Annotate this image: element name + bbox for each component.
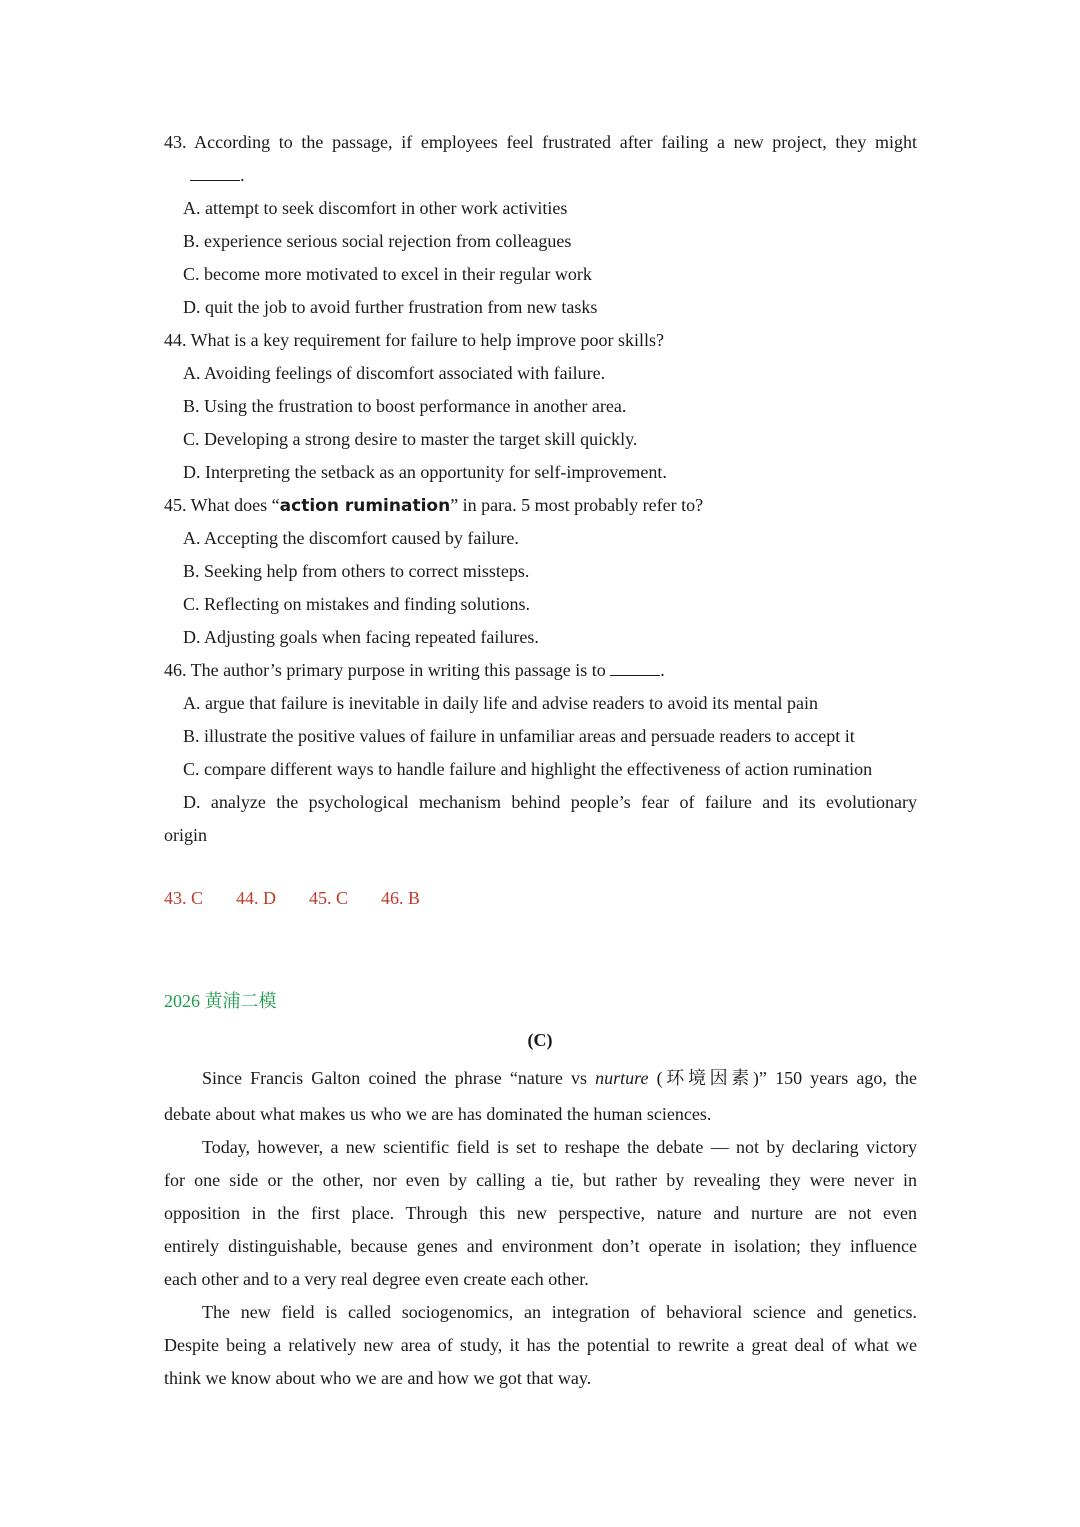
question-45-stem [164, 493, 917, 518]
answer-blank [190, 164, 240, 181]
passage-p3-line3: think we know about who we are and how we got that way. [164, 1368, 592, 1388]
question-44-option-c: C. Developing a strong desire to master the target skill quickly. [183, 429, 638, 449]
answer-45: 45. C [309, 888, 349, 908]
passage-p2-line3: opposition in the first place. Through this new perspective, nature and nurture are not even [164, 1203, 917, 1223]
question-44-stem: 44. What is a key requirement for failure to help improve poor skills? [164, 330, 665, 350]
passage-p1-suffix: (环境因素)” 150 years ago, the [648, 1068, 918, 1088]
passage-p1-line1 [202, 1066, 917, 1090]
question-43-option-d: D. quit the job to avoid further frustration from new tasks [183, 297, 598, 317]
answer-blank [610, 659, 660, 676]
question-45-option-d: D. Adjusting goals when facing repeated failures. [183, 627, 539, 647]
answer-43: 43. C [164, 888, 204, 908]
question-45-stem-suffix: ” in para. 5 most probably refer to? [450, 495, 704, 515]
question-46-option-d-wrap: origin [164, 825, 207, 845]
question-44-option-d: D. Interpreting the setback as an opportunity for self-improvement. [183, 462, 667, 482]
question-46-stem-suffix: . [660, 660, 665, 680]
question-43-option-c: C. become more motivated to excel in their regular work [183, 264, 592, 284]
question-44-option-b: B. Using the frustration to boost performance in another area. [183, 396, 627, 416]
passage-p2-line4: entirely distinguishable, because genes and environment don’t operate in isolation; they influence [164, 1236, 917, 1256]
question-45-stem-prefix: 45. What does “ [164, 495, 280, 515]
question-45-option-c: C. Reflecting on mistakes and finding solutions. [183, 594, 530, 614]
question-43-option-b: B. experience serious social rejection from colleagues [183, 231, 572, 251]
source-tag: 2026 黄浦二模 [164, 991, 277, 1011]
answer-44: 44. D [236, 888, 277, 908]
passage-p1-italic-term: nurture [595, 1068, 649, 1088]
answer-key [164, 886, 453, 910]
passage-p3-line1: The new field is called sociogenomics, an integration of behavioral science and genetics. [202, 1302, 917, 1322]
question-45-term: action rumination [279, 496, 451, 516]
question-43-stem-end: . [240, 165, 245, 185]
question-46-option-a: A. argue that failure is inevitable in daily life and advise readers to avoid its mental pain [183, 693, 818, 713]
question-46-stem-prefix: 46. The author’s primary purpose in writing this passage is to [164, 660, 611, 680]
question-45-option-a: A. Accepting the discomfort caused by failure. [183, 528, 519, 548]
question-43-stem: 43. According to the passage, if employees feel frustrated after failing a new project, they might [164, 132, 917, 152]
passage-p1-prefix: Since Francis Galton coined the phrase “nature vs [202, 1068, 596, 1088]
question-43-stem-blank-line [190, 163, 943, 187]
passage-p2-line1: Today, however, a new scientific field is set to reshape the debate — not by declaring victory [202, 1137, 917, 1157]
question-45-option-b: B. Seeking help from others to correct missteps. [183, 561, 530, 581]
section-heading: (C) [527, 1030, 553, 1050]
passage-p3-line2: Despite being a relatively new area of study, it has the potential to rewrite a great deal of what we [164, 1335, 917, 1355]
passage-p2-line5: each other and to a very real degree even create each other. [164, 1269, 589, 1289]
passage-p2-line2: for one side or the other, nor even by calling a tie, but rather by revealing they were never in [164, 1170, 917, 1190]
question-46-option-b: B. illustrate the positive values of failure in unfamiliar areas and persuade readers to accept it [183, 726, 855, 746]
question-46-stem [164, 658, 917, 682]
question-44-option-a: A. Avoiding feelings of discomfort associated with failure. [183, 363, 606, 383]
answer-46: 46. B [381, 888, 421, 908]
passage-p1-line2: debate about what makes us who we are has dominated the human sciences. [164, 1104, 712, 1124]
question-43-option-a: A. attempt to seek discomfort in other work activities [183, 198, 568, 218]
question-46-option-c: C. compare different ways to handle failure and highlight the effectiveness of action rumination [183, 759, 873, 779]
question-46-option-d: D. analyze the psychological mechanism behind people’s fear of failure and its evolutionary [183, 792, 917, 812]
